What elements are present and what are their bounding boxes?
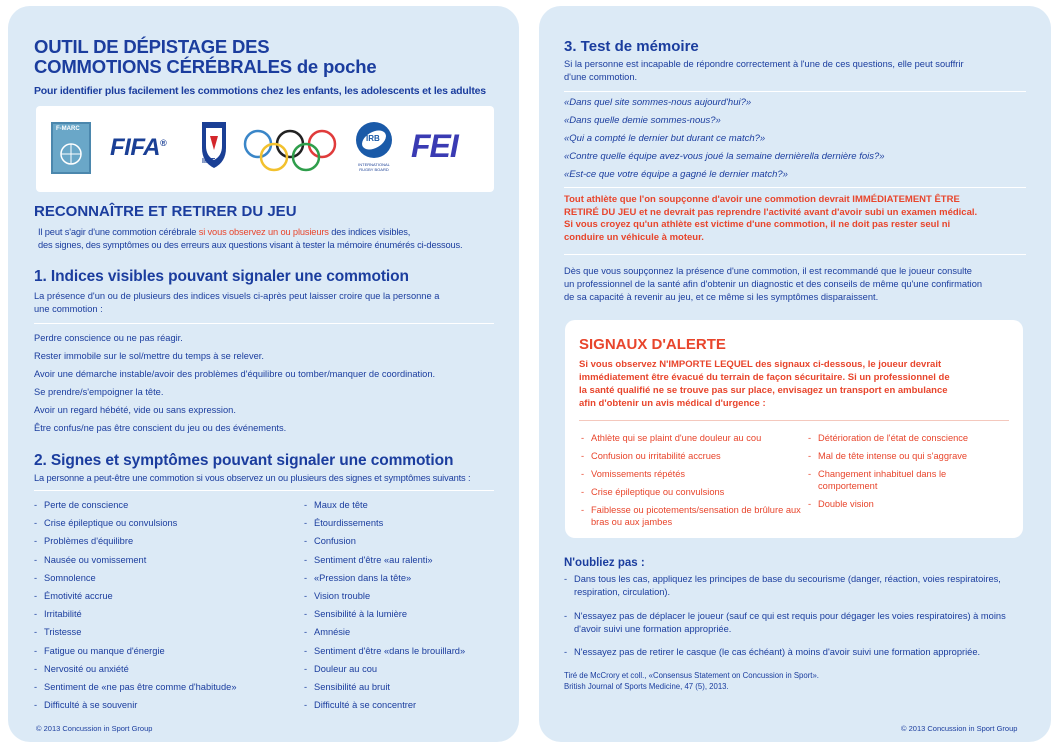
section1-heading: 1. Indices visibles pouvant signaler une commotion [34,268,409,285]
symptom-item: - Difficulté à se souvenir [34,700,138,711]
iihf-logo: IIHF [198,118,230,172]
reminder-item: - Dans tous les cas, appliquez les principes de base du secourisme (danger, réaction, voies respiratoires, respiration, circulation). [564,574,1001,597]
symptom-item: - Amnésie [304,627,351,638]
reminder-item: - N'essayez pas de déplacer le joueur (sauf ce qui est requis pour dégager les voies respiratoires) à moins d'avoir suivi une formation appropriée. [564,611,1006,634]
divider [564,187,1026,188]
list-item: Avoir un regard hébété, vide ou sans expression. [34,405,236,415]
fei-logo: FEI [411,128,458,164]
fmarc-globe-icon [53,124,89,172]
section2-intro: La personne a peut-être une commotion si vous observez un ou plusieurs des signes et symptômes suivants : [34,473,471,483]
reminder-item: - N'essayez pas de retirer le casque (le cas échéant) à moins d'avoir suivi une formation appropriée. [564,647,981,657]
fmarc-logo: F-MARC [51,122,91,174]
alert-item: - Confusion ou irritabilité accrues [581,451,721,461]
alert-item: - Athlète qui se plaint d'une douleur au cou [581,433,762,443]
right-panel [539,6,1051,742]
symptom-item: - Somnolence [34,572,96,583]
symptom-item: - Sensibilité au bruit [304,682,390,692]
reference: Tiré de McCrory et coll., «Consensus Statement on Concussion in Sport». British Journal of Sports Medicine, 47 (5), 2013. [564,671,819,691]
alert-item: - Faiblesse ou picotements/sensation de brûlure aux bras ou aux jambes [581,505,801,527]
left-panel [8,6,519,742]
list-item: Se prendre/s'empoigner la tête. [34,387,164,397]
symptom-item: - Émotivité accrue [34,591,113,601]
section3-intro: Si la personne est incapable de répondre correctement à l'une de ces questions, elle peut souffrir d'une commotion. [564,59,964,82]
divider [564,254,1026,255]
list-item: Avoir une démarche instable/avoir des problèmes d'équilibre ou tomber/manquer de coordination. [34,369,436,379]
olympic-rings-logo [242,128,338,172]
irb-logo: IRB INTERNATIONAL RUGBY BOARD [354,120,394,178]
copyright: © 2013 Concussion in Sport Group [901,724,1018,733]
memory-question: «Dans quel site sommes-nous aujourd'hui?» [564,97,752,108]
partner-logos [36,106,494,192]
symptom-item: - Sensibilité à la lumière [304,609,408,620]
olympic-rings-icon [242,128,338,172]
symptom-item: - Sentiment d'être «dans le brouillard» [304,645,466,656]
section2-heading: 2. Signes et symptômes pouvant signaler une commotion [34,452,454,469]
memory-question: «Contre quelle équipe avez-vous joué la semaine dernièrella dernière fois?» [564,151,885,162]
list-item: Être confus/ne pas être conscient du jeu ou des événements. [34,423,287,433]
symptom-item: - Nervosité ou anxiété [34,663,129,674]
list-item: Rester immobile sur le sol/mettre du temps à se relever. [34,351,264,361]
symptom-item: - Crise épileptique ou convulsions [34,518,178,529]
symptom-item: - Perte de conscience [34,500,129,510]
page-title: OUTIL DE DÉPISTAGE DES COMMOTIONS CÉRÉBRALES de poche [34,36,377,77]
alert-title: SIGNAUX D'ALERTE [579,336,726,353]
divider [564,91,1026,92]
symptom-item: - Douleur au cou [304,663,378,674]
recognize-text: Il peut s'agir d'une commotion cérébrale si vous observez un ou plusieurs des indices visibles, des signes, des symptômes ou des erreurs aux questions visant à tester la mémoire énumérés ci-dessous. [38,227,463,250]
reminders-heading: N'oubliez pas : [564,557,645,569]
memory-question: «Qui a compté le dernier but durant ce match?» [564,133,766,144]
symptom-item: - Confusion [304,536,356,547]
symptom-item: - Maux de tête [304,500,368,510]
recognize-heading: RECONNAÎTRE ET RETIRER DU JEU [34,203,297,220]
symptom-item: - Irritabilité [34,609,82,620]
list-item: Perdre conscience ou ne pas réagir. [34,333,183,343]
symptom-item: - Nausée ou vomissement [34,554,147,565]
alert-item: - Détérioration de l'état de conscience [808,433,969,443]
symptom-item: - Problèmes d'équilibre [34,536,134,547]
page-subtitle: Pour identifier plus facilement les commotions chez les enfants, les adolescents et les adultes [34,85,486,97]
symptom-item: - Étourdissements [304,518,384,529]
symptom-item: - Difficulté à se concentrer [304,700,417,711]
section3-heading: 3. Test de mémoire [564,38,699,55]
memory-question: «Est-ce que votre équipe a gagné le dernier match?» [564,169,788,180]
memory-question: «Dans quelle demie sommes-nous?» [564,115,721,126]
alert-item: - Crise épileptique ou convulsions [581,487,725,497]
alert-item: - Double vision [808,499,874,509]
divider [34,490,494,491]
alert-item: - Vomissements répétés [581,469,686,479]
alert-item: - Changement inhabituel dans le comportement [808,469,947,491]
fifa-logo: FIFA® [110,134,167,161]
divider [579,420,1009,421]
section1-intro: La présence d'un ou de plusieurs des indices visuels ci-après peut laisser croire que la personne a une commotion : [34,291,440,314]
symptom-item: - Fatigue ou manque d'énergie [34,645,165,656]
alert-item: - Mal de tête intense ou qui s'aggrave [808,451,968,461]
symptom-item: - Sentiment d'être «au ralenti» [304,554,433,565]
medical-advice: Dès que vous soupçonnez la présence d'une commotion, il est recommandé que le joueur consulte un professionnel de la santé afin d'obtenir un diagnostic et des conseils de même qu'une confirmation de sa capacité à revenir au jeu, et ce même si les symptômes disparaissent. [564,266,983,302]
divider [34,323,494,324]
symptom-item: - Vision trouble [304,591,371,601]
alert-text: Si vous observez N'IMPORTE LEQUEL des signaux ci-dessous, le joueur devrait immédiatement être évacué du terrain de façon sécuritaire. Si un professionnel de la santé qualifié ne se trouve pas sur place, envisagez un transport en ambulance afin d'obtenir un avis médical d'urgence : [579,359,950,409]
alert-box [565,320,1023,538]
symptom-item: - Tristesse [34,627,82,638]
copyright: © 2013 Concussion in Sport Group [36,724,153,733]
removal-warning: Tout athlète que l'on soupçonne d'avoir une commotion devrait IMMÉDIATEMENT ÊTRE RETIRÉ DU JEU et ne devrait pas reprendre l'activité avant d'avoir subi un examen médical. Si vous croyez qu'un athlète est victime d'une commotion, il ne doit pas rester seul ni conduire un véhicule à moteur. [564,194,978,243]
symptom-item: - «Pression dans la tête» [304,572,412,583]
symptom-item: - Sentiment de «ne pas être comme d'habitude» [34,682,237,692]
